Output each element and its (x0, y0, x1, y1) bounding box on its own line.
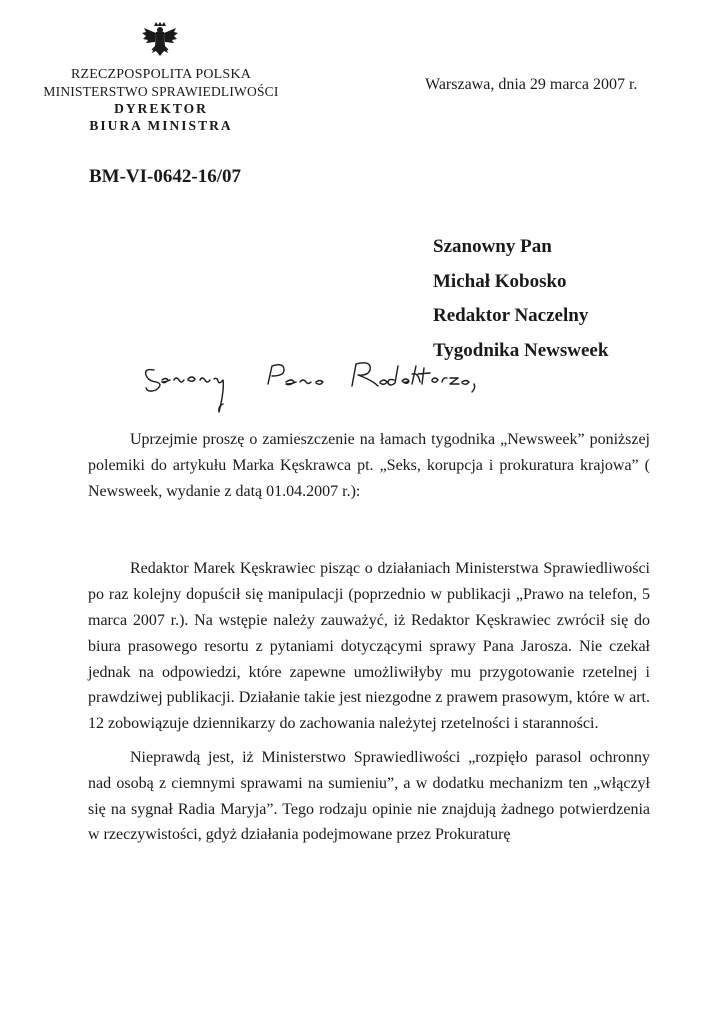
addressee-greeting: Szanowny Pan (433, 236, 552, 257)
letterhead-country: RZECZPOSPOLITA POLSKA (70, 67, 252, 82)
handwritten-salutation (140, 360, 500, 420)
body-paragraph-3: Nieprawdą jest, iż Ministerstwo Sprawiedliwości „rozpięło parasol ochronny nad osobą z ciemnymi sprawami na sumieniu”, a w dodatku mechanizm ten „włączył się na sygnał Radia Maryja”. Tego rodzaju opinie nie znajdują żadnego potwierdzenia w rzeczywistości, gdyż działania podejmowane przez Prokuraturę (88, 748, 650, 844)
letterhead-office: BIURA MINISTRA (89, 118, 233, 133)
reference-number: BM-VI-0642-16/07 (89, 166, 241, 187)
addressee-block (433, 230, 608, 368)
body-paragraph-2: Redaktor Marek Kęskrawiec pisząc o działaniach Ministerstwa Sprawiedliwości po raz kolejny dopuścił się manipulacji (poprzednio w publikacji „Prawo na telefon, 5 marca 2007 r.). Na wstępie należy zauważyć, iż Redaktor Kęskrawiec zwrócił się do biura prasowego resortu z pytaniami dotyczącymi sprawy Pana Jarosza. Nie czekał jednak na odpowiedzi, które zapewne umożliwiłyby mu przygotowanie rzetelnej i prawdziwej publikacji. Działanie takie jest niezgodne z prawem prasowym, które w art. 12 zobowiązuje dziennikarzy do zachowania należytej rzetelności i staranności. (88, 560, 650, 733)
eagle-emblem-icon (141, 22, 179, 58)
body-paragraph-1: Uprzejmie proszę o zamieszczenie na łamach tygodnika „Newsweek” poniższej polemiki do artykułu Marka Kęskrawca pt. „Seks, korupcja i prokuratura krajowa” ( Newsweek, wydanie z datą 01.04.2007 r.): (88, 431, 650, 500)
addressee-publication: Tygodnika Newsweek (433, 339, 609, 361)
letterhead (30, 66, 292, 134)
letterhead-title: DYREKTOR (114, 101, 208, 116)
addressee-position: Redaktor Naczelny (433, 305, 589, 326)
addressee-name: Michał Kobosko (433, 270, 567, 292)
letter-date: Warszawa, dnia 29 marca 2007 r. (425, 76, 638, 93)
letterhead-ministry: MINISTERSTWO SPRAWIEDLIWOŚCI (43, 84, 279, 99)
letter-body (88, 427, 650, 848)
